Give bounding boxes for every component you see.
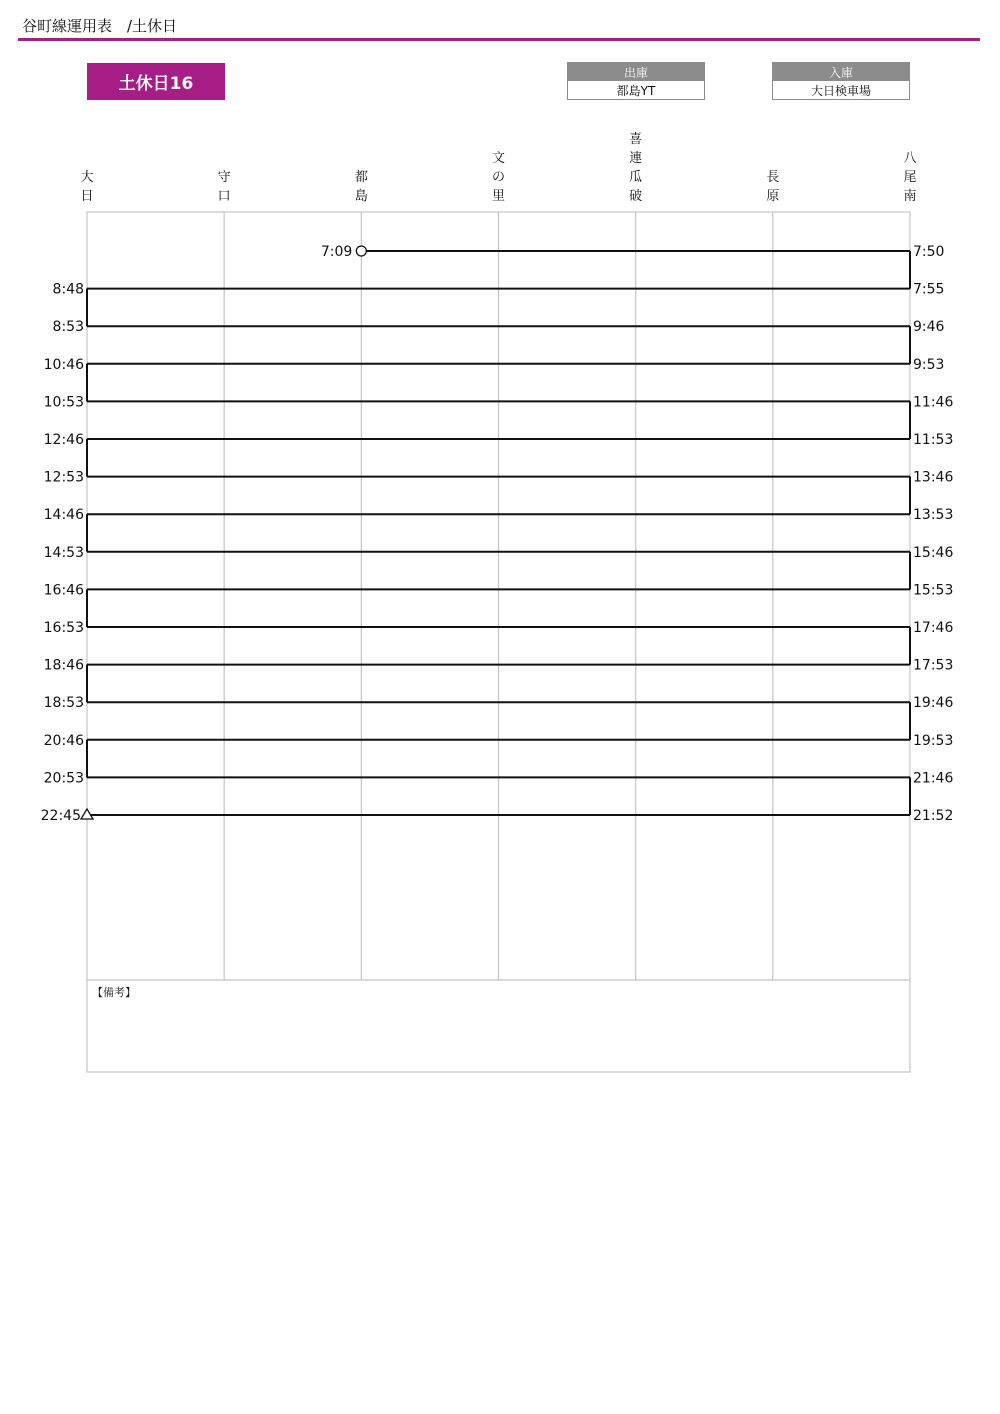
station-label-char: の [491,170,506,185]
depot-out-marker [356,246,366,256]
station-label-char: 都 [354,170,368,185]
station-label-char: 瓜 [629,170,643,185]
departure-time-label: 21:52 [913,808,954,824]
arrival-time-label: 19:46 [913,695,954,712]
departure-time-label: 20:53 [43,770,84,787]
departure-time-label: 7:09 [320,244,353,260]
departure-time-label: 15:53 [913,582,954,599]
departure-time-label: 9:53 [913,356,945,373]
station-label-char: 里 [491,189,506,204]
departure-time-label: 12:53 [43,469,84,486]
arrival-time-label: 10:46 [43,356,84,373]
operation-badge-label: 土休日16 [118,74,194,94]
station-label-char: 八 [903,151,917,166]
depot-out-label: 出庫 [568,63,704,81]
arrival-time-label: 22:45 [40,808,81,824]
depot-in-label: 入庫 [773,63,909,81]
arrival-time-label: 17:46 [913,620,954,636]
departure-time-label: 18:53 [43,695,84,712]
arrival-time-label: 18:46 [43,657,84,674]
station-label-char: 破 [629,189,643,204]
station-label-char: 口 [217,189,231,204]
station-label-char: 尾 [903,170,917,185]
arrival-time-label: 14:46 [43,507,84,524]
station-label-char: 長 [766,170,780,185]
arrival-time-label: 13:46 [913,469,954,486]
arrival-time-label: 21:46 [913,770,954,787]
station-label-char: 文 [491,151,506,166]
station-label-char: 喜 [629,132,643,147]
station-labels [80,131,916,204]
departure-time-label: 8:53 [52,319,84,336]
arrival-time-label: 8:48 [52,281,84,298]
departure-time-label: 11:53 [913,432,954,448]
remarks-label: 【備考】 [92,986,136,999]
arrival-time-label: 9:46 [913,319,945,336]
departure-time-label: 19:53 [913,732,954,749]
station-label-char: 守 [217,170,231,185]
arrival-time-label: 12:46 [43,432,84,448]
departure-time-label: 14:53 [43,544,84,561]
departure-time-label: 17:53 [913,657,954,674]
station-label-char: 連 [629,151,643,166]
depot-in-value: 大日検車場 [810,83,871,98]
time-labels [41,244,954,824]
departure-time-label: 10:53 [43,394,84,411]
arrival-time-label: 11:46 [913,394,954,411]
diagram-grid [87,212,910,1072]
station-label-char: 島 [354,189,368,204]
arrival-time-label: 20:46 [43,732,84,749]
station-label-char: 大 [80,170,94,185]
departure-time-label: 16:53 [43,620,84,636]
depot-out-value: 都島YT [616,83,656,98]
station-label-char: 日 [80,189,94,204]
departure-time-label: 13:53 [913,507,954,524]
arrival-time-label: 15:46 [913,544,954,561]
arrival-time-label: 7:50 [913,244,945,260]
page-title: 谷町線運用表 /土休日 [22,17,178,35]
arrival-time-label: 16:46 [43,582,84,599]
station-label-char: 南 [903,189,917,204]
departure-time-label: 7:55 [913,281,945,298]
station-label-char: 原 [766,189,780,204]
